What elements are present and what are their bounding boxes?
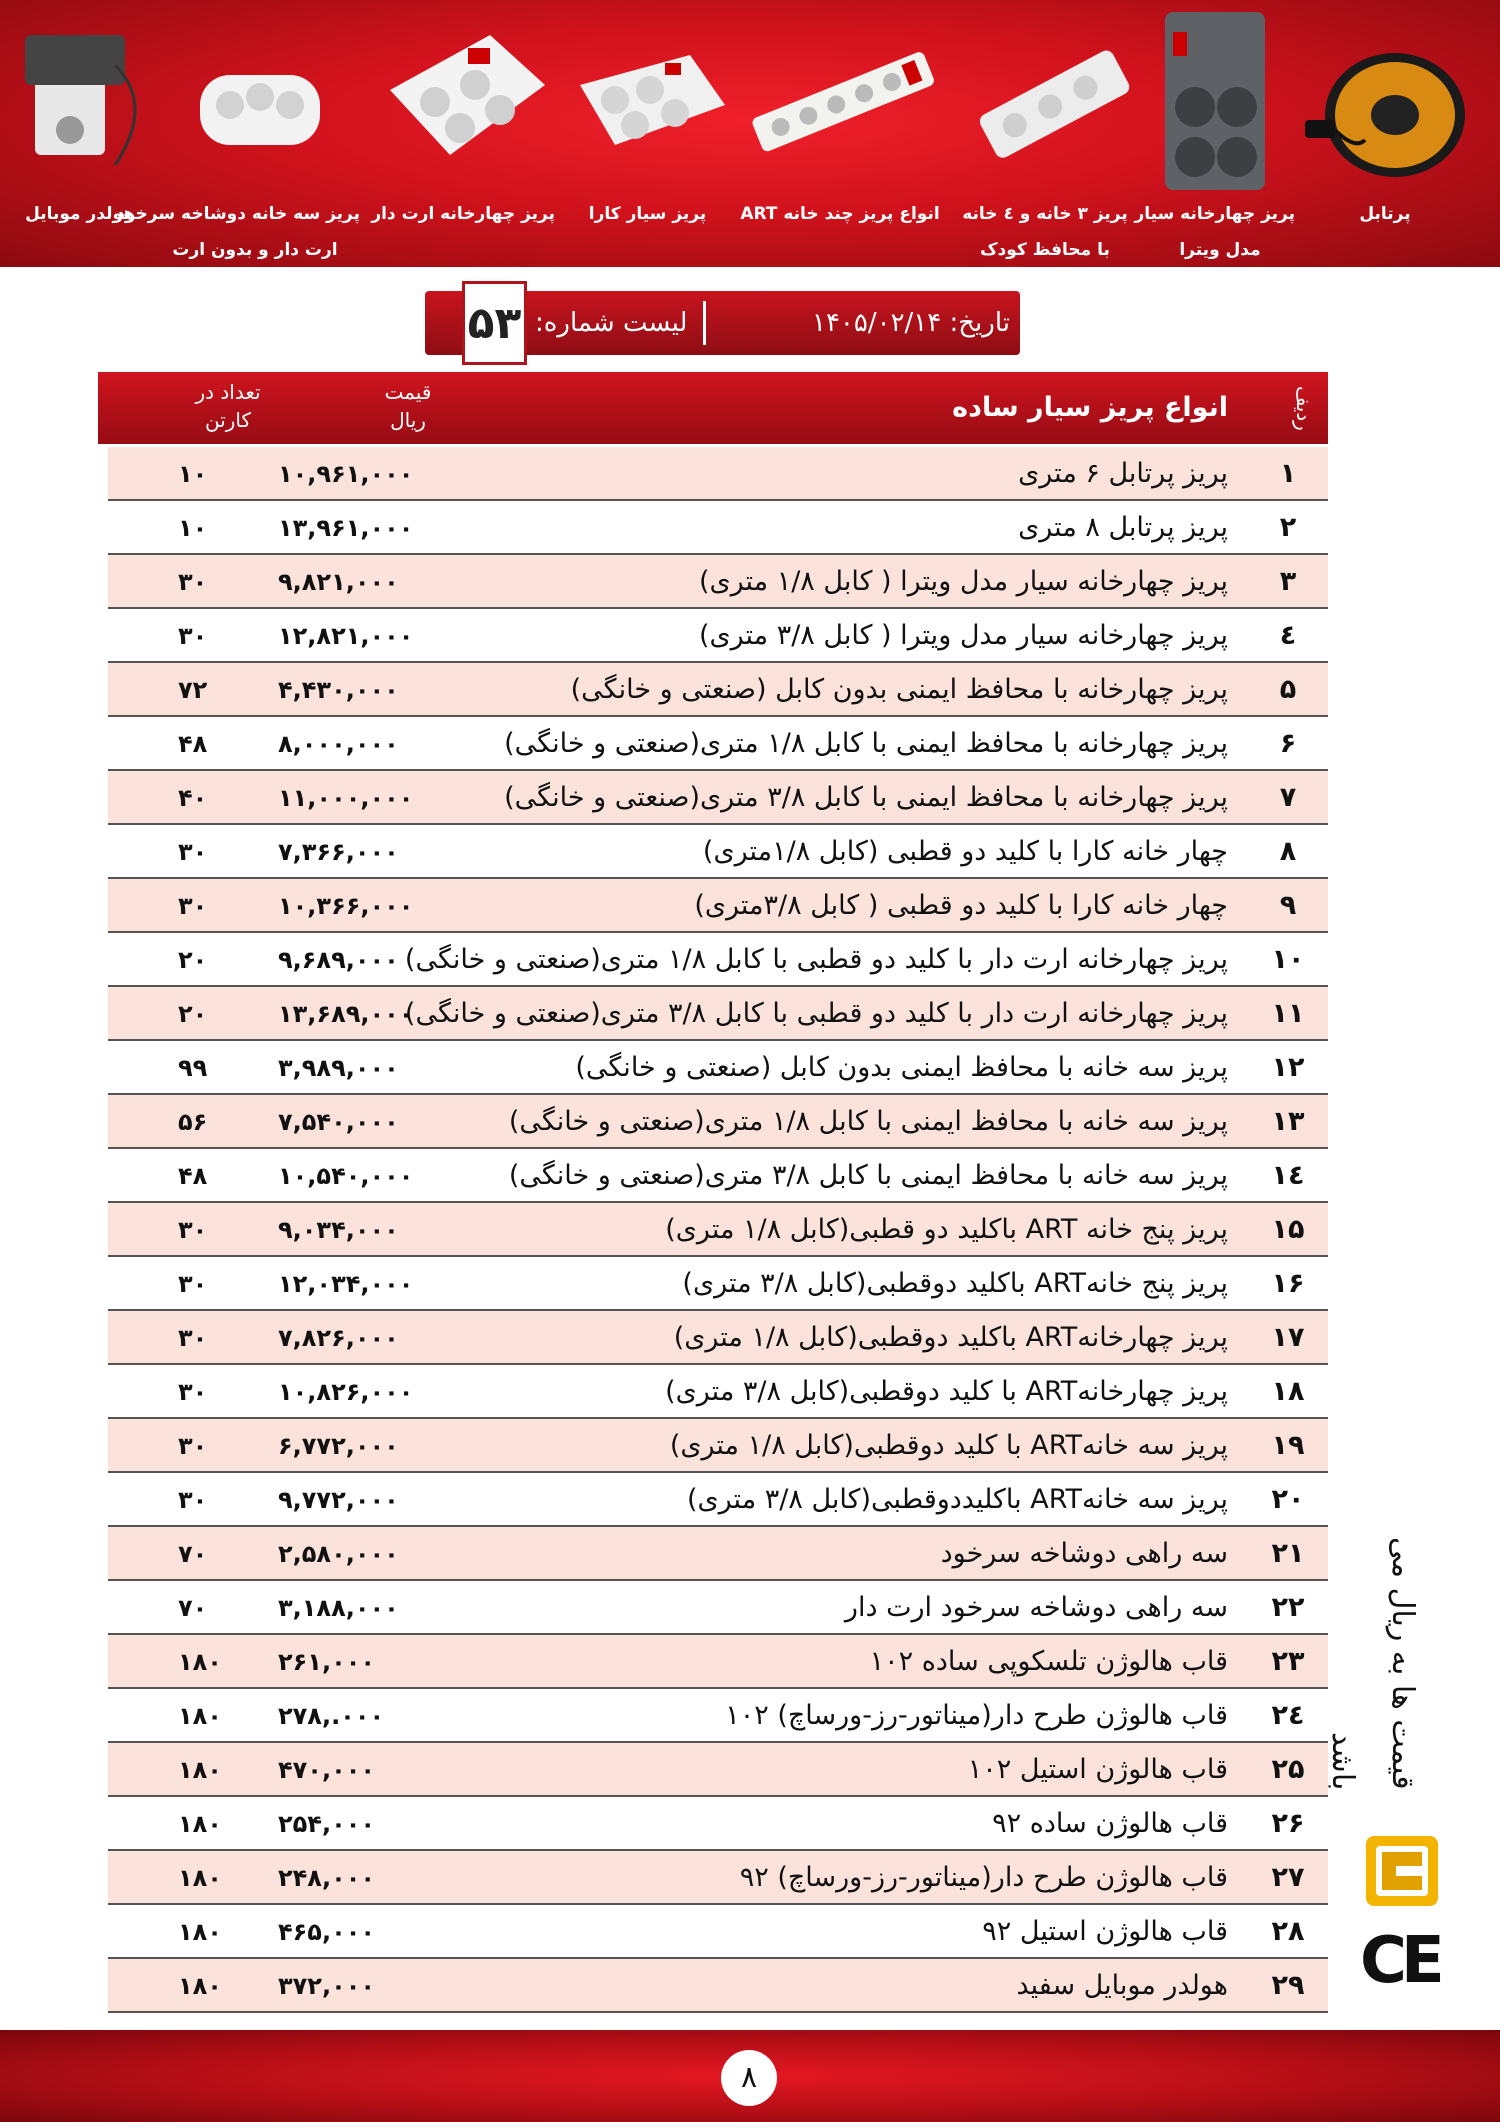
row-number: ۱۷: [1271, 1322, 1305, 1353]
row-price: ۱۲,۸۲۱,۰۰۰: [278, 622, 414, 650]
row-price: ۱۰,۸۲۶,۰۰۰: [278, 1378, 414, 1406]
header-price-line1: قیمت: [384, 380, 432, 404]
product-label-four-earth: پریز چهارخانه ارت دار: [371, 204, 555, 224]
table-row: [108, 717, 1328, 771]
row-qty: ۹۹: [178, 1054, 208, 1082]
table-row: [108, 1473, 1328, 1527]
header-radif: ردیف: [1292, 385, 1316, 431]
list-number-label: لیست شماره:: [535, 308, 688, 338]
row-qty: ۴۰: [178, 784, 208, 812]
row-number: ۳: [1279, 566, 1297, 597]
kara-socket-image: [570, 45, 730, 165]
row-title: قاب هالوژن استیل ۹۲: [982, 1916, 1228, 1947]
table-row: [108, 1095, 1328, 1149]
product-label-vitra: پریز چهارخانه سیار مدل ویترا: [1134, 204, 1295, 260]
row-title: سه راهی دوشاخه سرخود ارت دار: [844, 1592, 1228, 1623]
row-qty: ۷۰: [178, 1594, 208, 1622]
product-label-art: انواع پریز چند خانه ART: [740, 204, 940, 224]
row-title: قاب هالوژن تلسکوپی ساده ۱۰۲: [869, 1646, 1228, 1677]
row-qty: ۲۰: [178, 1000, 208, 1028]
table-row: [108, 1851, 1328, 1905]
row-number: ۵: [1279, 674, 1297, 705]
row-title: قاب هالوژن استیل ۱۰۲: [967, 1754, 1228, 1785]
row-price: ۱۳,۶۸۹,۰۰۰: [278, 1000, 414, 1028]
list-number: ۵۳: [462, 281, 527, 365]
row-qty: ۳۰: [178, 1378, 208, 1406]
row-qty: ۱۰: [178, 514, 208, 542]
table-row: [108, 987, 1328, 1041]
header-qty: [168, 378, 288, 434]
row-number: ۶: [1279, 728, 1297, 759]
row-qty: ۳۰: [178, 1270, 208, 1298]
row-title: چهار خانه کارا با کلید دو قطبی (کابل ۱/۸متری): [702, 836, 1228, 867]
row-number: ۸: [1279, 836, 1297, 867]
row-title: پریز سه خانه با محافظ ایمنی با کابل ۱/۸ متری(صنعتی و خانگی): [508, 1106, 1228, 1137]
table-row: [108, 1527, 1328, 1581]
row-qty: ۷۲: [178, 676, 208, 704]
table-row: [108, 1797, 1328, 1851]
vitra-socket-image: [1155, 12, 1275, 192]
row-number: ۱۰: [1271, 944, 1305, 975]
row-number: ۹: [1279, 890, 1297, 921]
row-qty: ۵۶: [178, 1108, 208, 1136]
table-row: [108, 1041, 1328, 1095]
row-title: پریز پرتابل ۶ متری: [1018, 458, 1228, 489]
row-price: ۳,۱۸۸,۰۰۰: [278, 1594, 399, 1622]
row-number: ۲۱: [1271, 1538, 1305, 1569]
row-title: پریز پرتابل ۸ متری: [1018, 512, 1228, 543]
table-row: [108, 1419, 1328, 1473]
header-qty-line2: کارتن: [204, 408, 252, 432]
table-row: [108, 1959, 1328, 2013]
product-child-guard: [960, 0, 1130, 267]
table-row: [108, 1149, 1328, 1203]
header-price-line2: ریال: [390, 408, 426, 432]
row-number: ۱۸: [1271, 1376, 1305, 1407]
row-price: ۴۶۵,۰۰۰: [278, 1918, 376, 1946]
table-row: [108, 1257, 1328, 1311]
row-price: ۴۷۰,۰۰۰: [278, 1756, 376, 1784]
row-price: ۳۷۲,۰۰۰: [278, 1972, 376, 2000]
row-number: ۱: [1279, 458, 1297, 489]
row-number: ۱۶: [1271, 1268, 1305, 1299]
mobile-holder-image: [15, 25, 155, 175]
row-title: هولدر موبایل سفید: [1016, 1970, 1228, 2001]
list-info-bar: [425, 291, 1020, 355]
product-portable: [1290, 0, 1480, 267]
table-row: [108, 1689, 1328, 1743]
currency-note: قیمت ها به ریال می باشد: [1325, 1537, 1420, 1790]
table-row: [108, 555, 1328, 609]
row-number: ۲۲: [1271, 1592, 1305, 1623]
row-price: ۳,۹۸۹,۰۰۰: [278, 1054, 399, 1082]
row-number: ۲۳: [1271, 1646, 1305, 1677]
row-title: پریز چهارخانه سیار مدل ویترا ( کابل ۳/۸ متری): [698, 620, 1228, 651]
row-qty: ۴۸: [178, 730, 208, 758]
row-title: پریز سه خانه با محافظ ایمنی با کابل ۳/۸ متری(صنعتی و خانگی): [508, 1160, 1228, 1191]
row-qty: ۴۸: [178, 1162, 208, 1190]
row-price: ۱۰,۳۶۶,۰۰۰: [278, 892, 414, 920]
info-separator: [703, 301, 706, 345]
table-row: [108, 1635, 1328, 1689]
row-number: ٤: [1279, 620, 1297, 651]
row-number: ۱۲: [1271, 1052, 1305, 1083]
row-number: ۱٤: [1271, 1160, 1305, 1191]
row-qty: ۱۸۰: [178, 1972, 222, 2000]
row-qty: ۳۰: [178, 1432, 208, 1460]
row-price: ۲,۵۸۰,۰۰۰: [278, 1540, 399, 1568]
list-date: تاریخ: ۱۴۰۵/۰۲/۱۴: [811, 308, 1010, 338]
row-qty: ۳۰: [178, 838, 208, 866]
product-label-kara: پریز سیار کارا: [588, 204, 707, 224]
row-qty: ۳۰: [178, 1324, 208, 1352]
table-row: [108, 879, 1328, 933]
header-price: [348, 378, 468, 434]
row-qty: ۱۸۰: [178, 1864, 222, 1892]
row-price: ۷,۸۲۶,۰۰۰: [278, 1324, 399, 1352]
row-title: پریز چهارخانه ارت دار با کلید دو قطبی با کابل ۳/۸ متری(صنعتی و خانگی): [404, 998, 1228, 1029]
row-title: پریز سه خانهART با کلید دوقطبی(کابل ۱/۸ متری): [669, 1430, 1228, 1461]
price-table-body: [108, 447, 1328, 2013]
row-price: ۹,۶۸۹,۰۰۰: [278, 946, 399, 974]
portable-reel-image: [1305, 40, 1475, 180]
product-four-earth: [371, 0, 555, 267]
row-qty: ۱۸۰: [178, 1756, 222, 1784]
row-price: ۷,۳۶۶,۰۰۰: [278, 838, 399, 866]
row-number: ۱۵: [1271, 1214, 1305, 1245]
product-art: [740, 0, 940, 267]
row-title: قاب هالوژن ساده ۹۲: [992, 1808, 1228, 1839]
four-earth-socket-image: [380, 30, 550, 170]
row-number: ۱۳: [1271, 1106, 1305, 1137]
table-row: [108, 1203, 1328, 1257]
row-title: پریز چهارخانهART باکلید دوقطبی(کابل ۱/۸ متری): [673, 1322, 1228, 1353]
row-qty: ۳۰: [178, 622, 208, 650]
row-title: سه راهی دوشاخه سرخود: [940, 1538, 1228, 1569]
brand-logo-icon: [1362, 1832, 1442, 1910]
row-title: پریز پنج خانهART باکلید دوقطبی(کابل ۳/۸ متری): [682, 1268, 1228, 1299]
row-qty: ۳۰: [178, 892, 208, 920]
row-title: پریز چهارخانه با محافظ ایمنی با کابل ۱/۸ متری(صنعتی و خانگی): [504, 728, 1228, 759]
table-row: [108, 609, 1328, 663]
table-header: [98, 372, 1328, 444]
product-mobile-holder: [10, 0, 150, 267]
header-title: انواع پریز سیار ساده: [952, 392, 1228, 423]
row-number: ۲۹: [1271, 1970, 1305, 2001]
row-price: ۲۶۱,۰۰۰: [278, 1648, 376, 1676]
row-price: ۱۳,۹۶۱,۰۰۰: [278, 514, 414, 542]
row-number: ۲۵: [1271, 1754, 1305, 1785]
table-row: [108, 1905, 1328, 1959]
row-price: ۱۱,۰۰۰,۰۰۰: [278, 784, 414, 812]
row-qty: ۱۰: [178, 460, 208, 488]
row-title: پریز چهارخانهART با کلید دوقطبی(کابل ۳/۸ متری): [665, 1376, 1228, 1407]
row-price: ۱۰,۵۴۰,۰۰۰: [278, 1162, 414, 1190]
table-row: [108, 447, 1328, 501]
row-number: ۲۰: [1271, 1484, 1305, 1515]
header-banner: [0, 0, 1500, 267]
row-title: پریز سه خانهART باکلیددوقطبی(کابل ۳/۸ متری): [686, 1484, 1228, 1515]
row-number: ۲٤: [1271, 1700, 1305, 1731]
row-number: ۱۱: [1271, 998, 1305, 1029]
product-vitra: [1134, 0, 1295, 267]
row-number: ۲۸: [1271, 1916, 1305, 1947]
three-way-socket-image: [190, 55, 330, 165]
row-title: پریز سه خانه با محافظ ایمنی بدون کابل (صنعتی و خانگی): [575, 1052, 1228, 1083]
product-label-portable: پرتابل: [1359, 204, 1411, 224]
table-row: [108, 501, 1328, 555]
row-title: چهار خانه کارا با کلید دو قطبی ( کابل ۳/۸متری): [694, 890, 1228, 921]
row-price: ۹,۷۷۲,۰۰۰: [278, 1486, 399, 1514]
row-price: ۲۷۸,.۰۰۰: [278, 1702, 385, 1730]
row-price: ۹,۸۲۱,۰۰۰: [278, 568, 399, 596]
row-qty: ۳۰: [178, 1216, 208, 1244]
art-socket-image: [750, 40, 935, 160]
product-kara: [565, 0, 730, 267]
row-title: پریز چهارخانه با محافظ ایمنی با کابل ۳/۸ متری(صنعتی و خانگی): [504, 782, 1228, 813]
row-qty: ۷۰: [178, 1540, 208, 1568]
row-price: ۷,۵۴۰,۰۰۰: [278, 1108, 399, 1136]
page-number: ۸: [721, 2050, 777, 2106]
table-row: [108, 771, 1328, 825]
row-price: ۸,۰۰۰,۰۰۰: [278, 730, 399, 758]
row-title: قاب هالوژن طرح دار(میناتور-رز-ورساچ) ۱۰۲: [725, 1700, 1228, 1731]
row-title: پریز چهارخانه سیار مدل ویترا ( کابل ۱/۸ متری): [698, 566, 1228, 597]
row-qty: ۱۸۰: [178, 1648, 222, 1676]
row-price: ۲۴۸,۰۰۰: [278, 1864, 376, 1892]
row-qty: ۳۰: [178, 568, 208, 596]
table-row: [108, 1311, 1328, 1365]
child-guard-socket-image: [980, 40, 1130, 170]
row-number: ۱۹: [1271, 1430, 1305, 1461]
row-title: پریز چهارخانه ارت دار با کلید دو قطبی با کابل ۱/۸ متری(صنعتی و خانگی): [404, 944, 1228, 975]
row-number: ۲: [1279, 512, 1297, 543]
row-number: ۲۶: [1271, 1808, 1305, 1839]
table-row: [108, 825, 1328, 879]
product-label-child-guard: پریز ۳ خانه و ٤ خانه با محافظ کودک: [962, 204, 1128, 260]
row-price: ۱۰,۹۶۱,۰۰۰: [278, 460, 414, 488]
product-three-way: [116, 0, 360, 267]
row-price: ۴,۴۳۰,۰۰۰: [278, 676, 399, 704]
row-title: قاب هالوژن طرح دار(میناتور-رز-ورساچ) ۹۲: [739, 1862, 1228, 1893]
table-row: [108, 1581, 1328, 1635]
row-qty: ۱۸۰: [178, 1702, 222, 1730]
product-label-three-way: پریز سه خانه دوشاخه سرخود ارت دار و بدون ارت: [116, 204, 360, 260]
row-qty: ۳۰: [178, 1486, 208, 1514]
product-label-mobile-holder: هولدر موبایل: [25, 204, 135, 224]
row-title: پریز چهارخانه با محافظ ایمنی بدون کابل (صنعتی و خانگی): [570, 674, 1228, 705]
row-qty: ۱۸۰: [178, 1918, 222, 1946]
row-price: ۶,۷۷۲,۰۰۰: [278, 1432, 399, 1460]
header-qty-line1: تعداد در: [195, 380, 261, 404]
row-price: ۱۲,۰۳۴,۰۰۰: [278, 1270, 414, 1298]
table-row: [108, 933, 1328, 987]
ce-mark: CE: [1360, 1924, 1439, 1998]
row-number: ۲۷: [1271, 1862, 1305, 1893]
table-row: [108, 663, 1328, 717]
row-price: ۹,۰۳۴,۰۰۰: [278, 1216, 399, 1244]
table-row: [108, 1365, 1328, 1419]
row-qty: ۱۸۰: [178, 1810, 222, 1838]
row-qty: ۲۰: [178, 946, 208, 974]
table-row: [108, 1743, 1328, 1797]
row-number: ۷: [1279, 782, 1297, 813]
row-title: پریز پنج خانه ART باکلید دو قطبی(کابل ۱/۸ متری): [665, 1214, 1228, 1245]
row-price: ۲۵۴,۰۰۰: [278, 1810, 376, 1838]
